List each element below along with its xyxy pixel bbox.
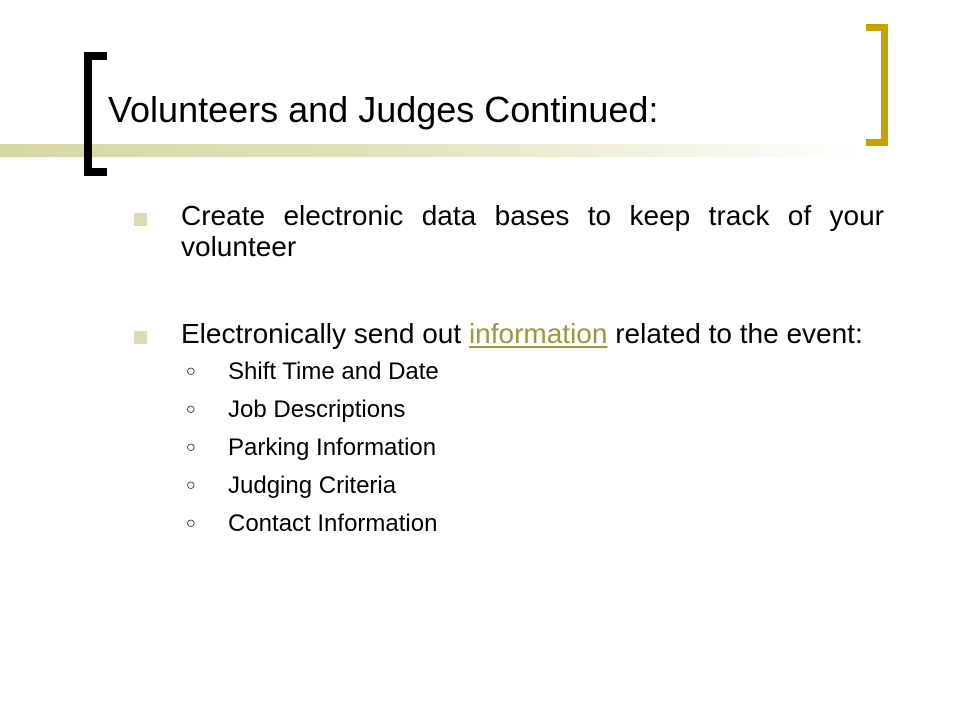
square-bullet-icon <box>134 213 147 226</box>
information-link[interactable]: information <box>468 318 608 349</box>
sub-bullet-text: Contact Information <box>228 510 438 537</box>
ring-bullet-icon: ○ <box>186 363 196 380</box>
sub-bullet-text: Shift Time and Date <box>228 358 439 385</box>
square-bullet-icon <box>134 331 147 344</box>
sub-bullet-item-judging-criteria <box>134 467 884 505</box>
sub-bullet-item-job-descriptions <box>134 391 884 429</box>
bullet-text-after-link: related to the event: <box>607 318 863 349</box>
sub-bullet-item-contact <box>134 505 884 543</box>
left-bracket-top-cap <box>84 52 107 60</box>
ring-bullet-icon: ○ <box>186 477 196 494</box>
right-bracket-bar <box>881 24 888 146</box>
bullet-text: Create electronic data bases to keep track of your volunteer <box>181 200 884 262</box>
ring-bullet-icon: ○ <box>186 515 196 532</box>
title-underline-rule <box>0 144 862 157</box>
left-bracket-decoration <box>84 52 107 176</box>
right-bracket-decoration <box>866 24 888 146</box>
left-bracket-bar <box>84 52 92 176</box>
left-bracket-bottom-cap <box>84 168 107 176</box>
sub-bullet-text: Parking Information <box>228 434 437 461</box>
right-bracket-bottom-cap <box>866 139 888 146</box>
sub-bullet-text: Judging Criteria <box>228 472 397 499</box>
right-bracket-top-cap <box>866 24 888 31</box>
ring-bullet-icon: ○ <box>186 439 196 456</box>
bullet-item-send-information <box>134 318 884 349</box>
slide-title: Volunteers and Judges Continued: <box>108 89 659 130</box>
sub-bullet-item-parking <box>134 429 884 467</box>
sub-bullet-text: Job Descriptions <box>228 396 406 423</box>
bullet-item-databases <box>134 200 884 262</box>
slide-body <box>134 200 884 543</box>
sub-bullet-list <box>134 353 884 543</box>
sub-bullet-item-shift-time <box>134 353 884 391</box>
ring-bullet-icon: ○ <box>186 401 196 418</box>
bullet-text-before-link: Electronically send out <box>181 318 469 349</box>
